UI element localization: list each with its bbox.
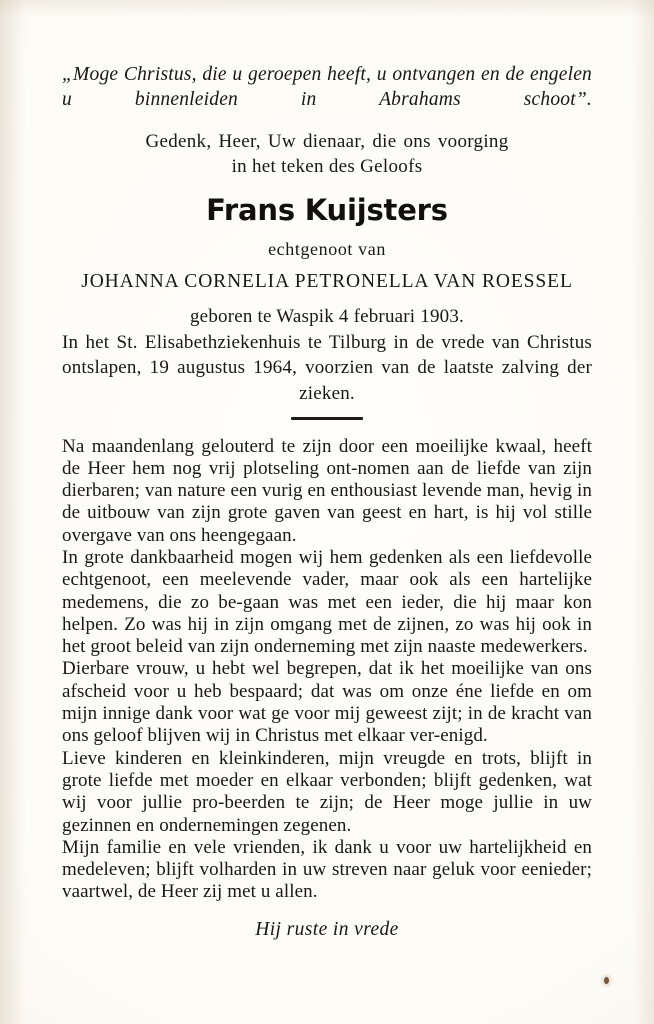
spouse-name: JOHANNA CORNELIA PETRONELLA VAN ROESSEL [81,271,573,292]
body-paragraph: Dierbare vrouw, u hebt wel begrepen, dat ik het moeilijke van ons afscheid voor u heb bespaard; dat was om onze éne liefde en om mijn innige dank voor wat ge voor mij geweest zijt; in de kracht van ons geloof blijven wij in Christus met elkaar ver-enigd. [62,658,592,747]
closing-blessing: Hij ruste in vrede [255,918,399,940]
body-paragraph: Na maandenlang gelouterd te zijn door een moeilijke kwaal, heeft de Heer hem nog vrij plotseling ont-nomen aan de liefde van zijn dierbaren; van nature een vurig en enthousiast levende man, hevig in de uitbouw van zijn grote gaven van geest en hart, is hij vol stille overgave van ons heengegaan. [62,435,592,546]
body-paragraph: Lieve kinderen en kleinkinderen, mijn vreugde en trots, blijft in grote liefde met moeder en elkaar verbonden; blijft gedenken, wat wij voor jullie pro-beerden te zijn; de Heer moge jullie in uw gezinnen en ondernemingen zegenen. [62,747,592,836]
paper-stain-speck [604,977,609,984]
dedication-line-1: Gedenk, Heer, Uw dienaar, die ons voorging [145,131,509,152]
life-details [62,304,592,406]
body-paragraph: Mijn familie en vele vrienden, ik dank u voor uw hartelijkheid en medeleven; blijft volharden in uw streven naar geluk voor eenieder; vaartwel, de Heer zij met u allen. [62,836,592,903]
dedication-line-2: in het teken des Geloofs [231,156,423,177]
dedication-block [62,129,592,179]
memorial-body [62,436,592,904]
deceased-name: Frans Kuijsters [206,193,448,227]
section-divider [291,417,363,420]
spouse-label: echtgenoot van [268,239,386,259]
body-paragraph: In grote dankbaarheid mogen wij hem gedenken als een liefdevolle echtgenoot, een meelevende vader, maar ook als een hartelijke medemens, die zo be-gaan was met een ieder, die hij maar kon helpen. Zo was hij in zijn omgang met de zijnen, zo was hij ook in het groot beleid van zijn onderneming met zijn naaste medewerkers. [62,546,592,658]
death-details: In het St. Elisabethziekenhuis te Tilburg in de vrede van Christus ontslapen, 19 augustus 1964, voorzien van de laatste zalving der zieken. [62,331,592,404]
memorial-card-content [62,0,592,1024]
birth-details: geboren te Waspik 4 februari 1903. [189,306,464,327]
scripture-quote: „Moge Christus, die u geroepen heeft, u ontvangen en de engelen u binnenleiden in Abrahams schoot”. [62,64,592,110]
